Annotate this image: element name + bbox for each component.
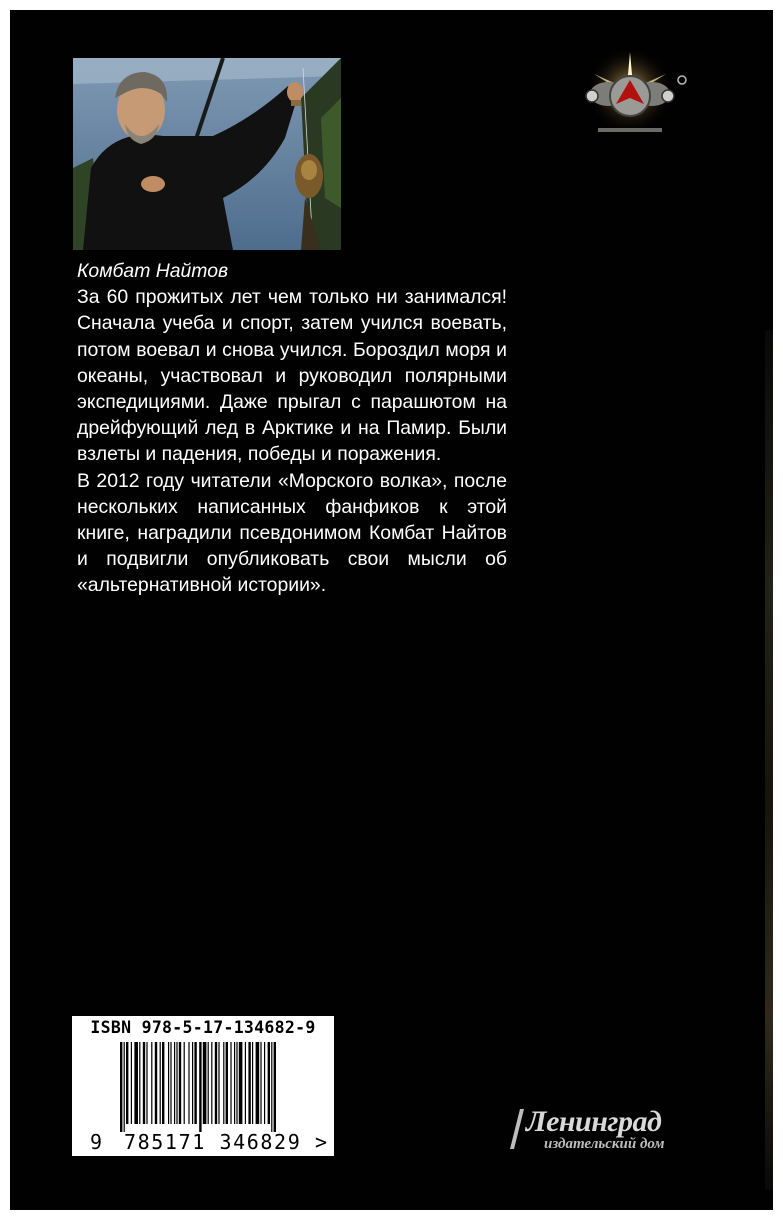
ean-digits: 785171 346829 > [124, 1130, 329, 1154]
barcode-bar [245, 1042, 246, 1124]
barcode-bar [134, 1042, 138, 1124]
barcode-bar [223, 1042, 224, 1124]
barcode-bar [143, 1042, 145, 1124]
barcode-bar [268, 1042, 270, 1124]
barcode-bar [174, 1042, 175, 1124]
isbn-barcode [72, 1016, 334, 1156]
barcode-bar [160, 1042, 161, 1124]
barcode-bar [184, 1042, 185, 1124]
barcode-bar [155, 1042, 157, 1124]
barcode-bar [199, 1042, 201, 1132]
barcode-bar [248, 1042, 250, 1124]
publisher-subtitle: издательский дом [544, 1136, 665, 1152]
barcode-bar [234, 1042, 235, 1124]
barcode-bar [203, 1042, 207, 1124]
barcode-bar [188, 1042, 189, 1124]
barcode-bar [208, 1042, 209, 1124]
author-bio [77, 258, 507, 599]
author-name: Комбат Найтов [77, 260, 229, 282]
book-back-cover [10, 10, 773, 1210]
barcode-bar [179, 1042, 181, 1124]
publisher-name: Ленинград [526, 1105, 662, 1138]
publisher-logo [510, 1105, 710, 1155]
series-emblem-icon [570, 50, 690, 150]
barcode-bar [170, 1042, 171, 1124]
author-photo [73, 58, 341, 250]
barcode-bar [215, 1042, 217, 1124]
barcode-bar [168, 1042, 169, 1124]
barcode-bar [239, 1042, 243, 1124]
barcode-bar [126, 1042, 128, 1124]
barcode-bar [226, 1042, 228, 1124]
barcode-bar [260, 1042, 261, 1124]
bio-paragraph: За 60 прожитых лет чем только ни занимался! Сначала учеба и спорт, затем учился воевать, потом воевал и снова учился. Бороздил моря и океаны, участвовал и руководил полярными экспедициями. Даже прыгал с парашютом на дрейфующий лед в Арктике и на Памир. Были взлеты и падения, победы и поражения. [77, 286, 507, 466]
barcode-bar [176, 1042, 177, 1124]
barcode-bar [146, 1042, 147, 1124]
spine-edge [765, 330, 773, 1190]
barcode-bar [230, 1042, 231, 1124]
bio-paragraph: В 2012 году читатели «Морского волка», после нескольких написанных фанфиков к этой книге, наградили псевдонимом Комбат Найтов и подвигли опубликовать свои мысли об «альтернативной истории». [77, 469, 507, 597]
barcode-bar [162, 1042, 164, 1124]
barcode-bar [274, 1042, 276, 1132]
barcode-bar [236, 1042, 237, 1124]
publisher-mark-icon [510, 1109, 524, 1149]
barcode-bar [271, 1042, 272, 1132]
barcode-bar [192, 1042, 193, 1124]
barcode-bar [139, 1042, 140, 1124]
barcode-bars [118, 1042, 318, 1132]
barcode-bar [252, 1042, 253, 1124]
barcode-bar [131, 1042, 132, 1124]
ean-first-digit: 9 [90, 1130, 103, 1154]
isbn-number: ISBN 978-5-17-134682-9 [90, 1018, 316, 1037]
barcode-bar [264, 1042, 265, 1124]
barcode-bar [124, 1042, 125, 1132]
barcode-bar [120, 1042, 122, 1132]
barcode-bar [256, 1042, 260, 1124]
barcode-bar [218, 1042, 219, 1124]
barcode-bar [151, 1042, 152, 1124]
barcode-bar [194, 1042, 196, 1124]
barcode-bar [211, 1042, 212, 1124]
